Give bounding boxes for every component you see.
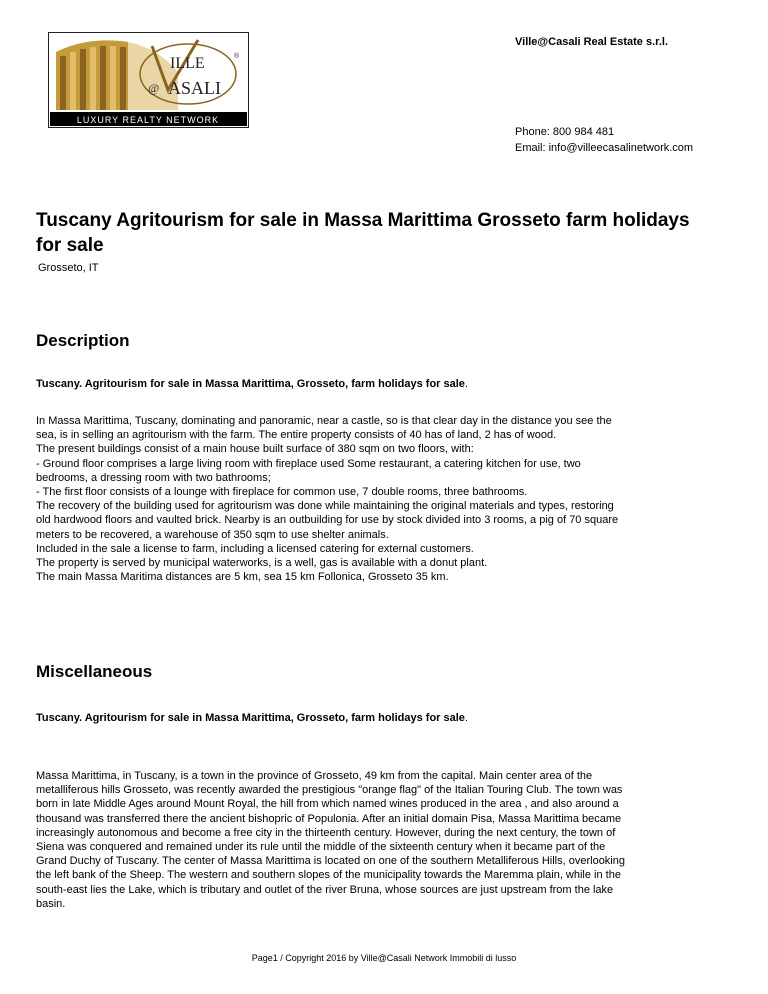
description-heading: Description — [36, 331, 130, 350]
text-line: Massa Marittima, in Tuscany, is a town in the province of Grosseto, 49 km from the capital. Main center area of the — [36, 770, 593, 782]
text-line: The present buildings consist of a main house built surface of 380 sqm on two floors, with: — [36, 443, 474, 456]
text-line: increasingly autonomous and become a free city in the thirteenth century. However, during the next century, the town of — [36, 826, 616, 839]
svg-text:LUXURY REALTY NETWORK: LUXURY REALTY NETWORK — [76, 115, 220, 125]
description-lead — [36, 378, 468, 390]
text-line: metalliferous hills Grosseto, was recently awarded the prestigious "orange flag" of the Italian Touring Club. The town was — [36, 784, 623, 797]
text-line: meters to be recovered, a warehouse of 350 sqm to use shelter animals. — [36, 528, 389, 541]
text-line: The main Massa Maritima distances are 5 km, sea 15 km Follonica, Grosseto 35 km. — [36, 571, 449, 584]
svg-text:ASALI: ASALI — [168, 78, 221, 98]
text-line: bedrooms, a dressing room with two bathrooms; — [36, 471, 271, 484]
text-line: In Massa Marittima, Tuscany, dominating and panoramic, near a castle, so is that clear day in the distance you see the — [36, 415, 612, 427]
description-lead-end: . — [464, 378, 468, 390]
text-line: basin. — [36, 897, 66, 910]
miscellaneous-lead — [36, 712, 468, 724]
description-body — [36, 414, 736, 584]
company-name: Ville@Casali Real Estate s.r.l. — [515, 36, 668, 48]
text-line: the left bank of the Sheep. The western and southern slopes of the municipality towards the Maremma plain, while in the — [36, 869, 621, 882]
miscellaneous-lead-end: . — [464, 712, 468, 724]
miscellaneous-body — [36, 769, 736, 911]
text-line: Included in the sale a license to farm, including a licensed catering for external customers. — [36, 542, 474, 555]
miscellaneous-lead-text: Tuscany. Agritourism for sale in Massa Marittima, Grosseto, farm holidays for sale — [36, 712, 465, 724]
email-address: Email: info@villeecasalinetwork.com — [515, 142, 694, 154]
listing-location: Grosseto, IT — [38, 262, 99, 274]
text-line: The recovery of the building used for agritourism was done while maintaining the original materials and types, restoring — [36, 500, 614, 513]
text-line: sea, is in selling an agritourism with the farm. The entire property consists of 40 has of land, 2 has of wood. — [36, 429, 557, 442]
text-line: Siena was conquered and remained under its rule until the middle of the sixteenth century when it became part of the — [36, 841, 606, 854]
miscellaneous-heading: Miscellaneous — [36, 662, 153, 681]
page-footer: Page1 / Copyright 2016 by Ville@Casali Network Immobili di lusso — [251, 953, 517, 963]
text-line: Grand Duchy of Tuscany. The center of Massa Marittima is located on one of the southern Metalliferous Hills, overlooking — [36, 855, 625, 868]
text-line: - Ground floor comprises a large living room with fireplace used Some restaurant, a catering kitchen for use, two — [36, 457, 581, 470]
text-line: - The first floor consists of a lounge with fireplace for common use, 7 double rooms, three bathrooms. — [36, 486, 528, 499]
svg-text:@: @ — [148, 81, 160, 95]
text-line: thousand was transferred there the ancient bishopric of Populonia. After an initial domain Pisa, Massa Marittima became — [36, 812, 622, 825]
text-line: born in late Middle Ages around Mount Royal, the hill from which named wines produced in the area , and also around a — [36, 798, 619, 811]
svg-text:ILLE: ILLE — [170, 55, 205, 72]
company-logo — [48, 32, 249, 128]
description-lead-text: Tuscany. Agritourism for sale in Massa Marittima, Grosseto, farm holidays for sale — [36, 378, 465, 390]
listing-title: Tuscany Agritourism for sale in Massa Marittima Grosseto farm holidays for sale — [36, 210, 690, 256]
text-line: south-east lies the Lake, which is tributary and outlet of the river Bruna, whose sources are just upstream from the lake — [36, 883, 614, 896]
phone-number: Phone: 800 984 481 — [515, 126, 615, 138]
contact-block — [515, 124, 693, 156]
svg-text:®: ® — [234, 53, 240, 60]
text-line: old hardwood floors and vaulted brick. Nearby is an outbuilding for use by stock divided into 3 rooms, a pig of 70 square — [36, 514, 619, 527]
logo-graphic — [48, 32, 249, 128]
text-line: The property is served by municipal waterworks, is a well, gas is available with a donut plant. — [36, 557, 488, 570]
